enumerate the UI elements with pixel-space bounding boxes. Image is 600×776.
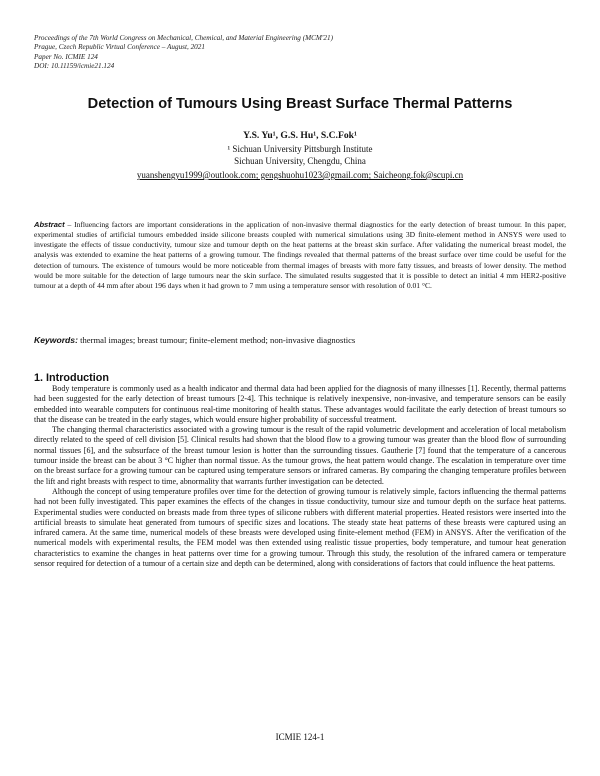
abstract-text: – Influencing factors are important considerations in the application of non-invasive thermal diagnostics for the early detection of breast tumour. In this paper, experimental studies of artificial tumours embedded inside silicone breasts coupled with numerical simulations using 3D finite-element method in ANSYS were used to investigate the effects of tissue conductivity, tumour size and tumour depth on the heat patterns at the breast skin surface. After validating the numerical breast model, the analysis was extended to examine the heat patterns of a growing tumour. The findings revealed that thermal patterns of the breast surface over time could be useful for the detection of tumours. The existence of tumours would be more noticeable from thermal images of breasts with more fatty tissues, and breasts of lower density. The method would be more suitable for the detection of large tumours near the skin surface. The simulated results suggested that it is possible to detect an initial 4 mm HER2-positive tumour at a depth of 44 mm after about 196 days when it had grown to 7 mm using a temperature sensor with resolution of 0.01 °C. (34, 220, 566, 290)
section-heading-introduction: 1. Introduction (34, 372, 109, 384)
paragraph: Body temperature is commonly used as a health indicator and thermal data had been applied for the diagnosis of many illnesses [1]. Recently, thermal patterns had been suggested for the early detection of breast tumours [2-4]. This technique is relatively inexpensive, non-invasive, and temperature sensors can be easily embedded into wearable computers for continuous real-time monitoring of health status. These advantages would facilitate the early detection of breast tumours so that the disease can be treated in the early stages, which would ensure higher probability of successful treatment. (34, 384, 566, 424)
keywords-text: thermal images; breast tumour; finite-element method; non-invasive diagnostics (77, 335, 356, 345)
affiliation-location: Sichuan University, Chengdu, China (234, 156, 366, 166)
abstract (34, 220, 566, 291)
paragraph: The changing thermal characteristics associated with a growing tumour is the result of the rapid volumetric development and acceleration of local metabolism directly related to the speed of cell division [5]. Clinical results had shown that the blood flow to a growing tumour was greater than the blood flow of surrounding normal tissues [6], and the subsurface of the breast tumour lesion is hotter than the surrounding tissues. Gautherie [7] found that the temperature of a cancerous tumour inside the breast can be about 3 °C higher than normal tissue. As the tumour grows, the heat pattern would change. The escalation in temperature over time on the breast surface for a growing tumour can be captured using temperature sensors or infrared cameras. By comparing the changing temperature profiles between the lift and right breasts with respect to time, abnormality that warrants further investigation can be detected. (34, 425, 566, 486)
keywords (34, 335, 566, 345)
email-links[interactable]: yuanshengyu1999@outlook.com; gengshuohu1023@gmail.com; Saicheong.fok@scupi.cn (136, 170, 464, 180)
keywords-label: Keywords: (34, 335, 78, 345)
introduction-body (34, 384, 566, 569)
paragraph: Although the concept of using temperature profiles over time for the detection of growing tumour is relatively simple, factors influencing the thermal patterns had not been fully investigated. This paper examines the effects of the changes in tissue conductivity, tumour size and tumour depth on the surface heat patterns. Experimental studies were conducted on breasts made from three types of silicone rubbers with different material properties. Heated resistors were inserted into the artificial breasts to simulate heat generated from tumours of specific sizes and locations. The steady state heat patterns of these breasts were captured using an infrared camera. At the same time, numerical models of these breasts were developed using finite-element method (FEM) in ANSYS. After the verification of the numerical models with experimental results, the FEM model was then extended using realistic tissue properties, body temperature, and tumour heat generation characteristics to examine the changes in heat patterns over time for a growing tumour. Through this study, the resolution of the infrared camera or temperature sensor required for detection of a tumour of a certain size and depth can be determined, along with considerations of factors that could influence the heat patterns. (34, 486, 566, 569)
author-emails[interactable] (34, 170, 566, 180)
proceedings-header (34, 34, 574, 72)
header-doi: DOI: 10.11159/icmie21.124 (34, 62, 115, 71)
header-proceedings-line: Proceedings of the 7th World Congress on Mechanical, Chemical, and Material Engineering (MCM'21) (34, 34, 333, 42)
abstract-label: Abstract (34, 220, 65, 229)
header-location-line: Prague, Czech Republic Virtual Conference – August, 2021 (34, 43, 205, 52)
header-paper-number: Paper No. ICMIE 124 (34, 52, 98, 61)
page-footer: ICMIE 124-1 (275, 732, 325, 742)
paper-title: Detection of Tumours Using Breast Surface Thermal Patterns (87, 96, 513, 112)
author-list: Y.S. Yu¹, G.S. Hu¹, S.C.Fok¹ (243, 130, 357, 141)
affiliation-institute: ¹ Sichuan University Pittsburgh Institute (227, 144, 373, 154)
